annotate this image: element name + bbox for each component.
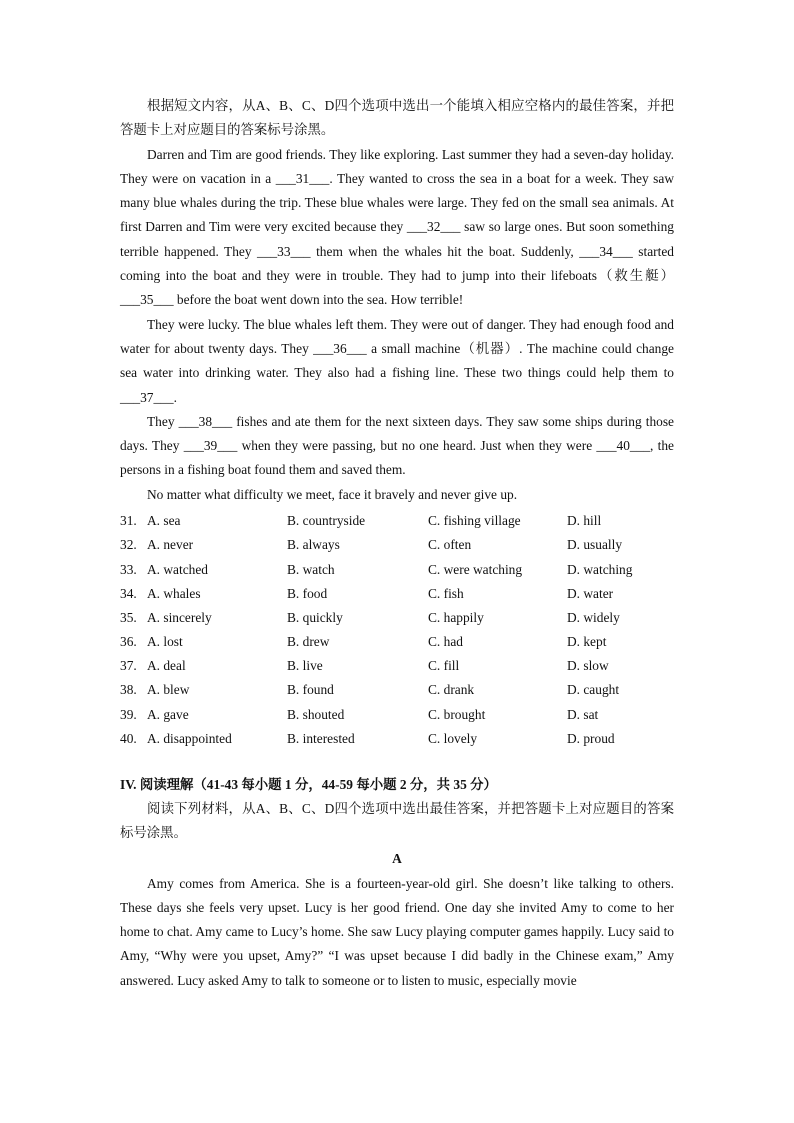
option-d: D. slow	[567, 658, 609, 674]
cloze-paragraph-3: They ___38___ fishes and ate them for the next sixteen days. They saw some ships during those days. They ___39___ when they were passing, but no one heard. Just when they were ___40___, the persons in a fishing boat found them and saved them.	[120, 413, 674, 478]
option-a: A. whales	[147, 585, 201, 601]
question-number: 34.	[120, 585, 137, 601]
question-number: 33.	[120, 561, 137, 577]
option-b: B. interested	[287, 730, 355, 746]
option-b: B. drew	[287, 634, 330, 650]
option-b: B. quickly	[287, 609, 343, 625]
cloze-instruction: 根据短文内容，从A、B、C、D四个选项中选出一个能填入相应空格内的最佳答案，并把答题卡上对应题目的答案标号涂黑。	[120, 98, 674, 138]
option-d: D. watching	[567, 561, 633, 577]
question-row-35	[120, 606, 674, 630]
option-a: A. disappointed	[147, 730, 232, 746]
question-row-31	[120, 509, 674, 533]
option-d: D. kept	[567, 634, 607, 650]
cloze-options	[120, 509, 674, 751]
option-d: D. proud	[567, 730, 615, 746]
reading-section-heading: IV. 阅读理解（41-43 每小题 1 分，44-59 每小题 2 分，共 35 分）	[120, 776, 497, 792]
option-c: C. often	[428, 537, 472, 553]
cloze-paragraph-4: No matter what difficulty we meet, face it bravely and never give up.	[147, 486, 518, 502]
passage-text: Amy comes from America. She is a fourteen-year-old girl. She doesn’t like talking to others. These days she feels very upset. Lucy is her good friend. One day she invited Amy to come to her home to chat. Amy came to Lucy’s home. She saw Lucy playing computer games happily. Lucy said to Amy, “Why were you upset, Amy?” “I was upset because I did badly in the Chinese exam,” Amy answered. Lucy asked Amy to talk to someone or to listen to music, especially movie	[120, 875, 674, 988]
option-d: D. water	[567, 585, 614, 601]
option-a: A. sea	[147, 513, 181, 529]
option-c: C. fishing village	[428, 513, 521, 529]
option-a: A. deal	[147, 658, 186, 674]
option-c: C. were watching	[428, 561, 523, 577]
option-c: C. happily	[428, 609, 484, 625]
question-row-34	[120, 582, 674, 606]
option-a: A. sincerely	[147, 609, 212, 625]
question-number: 38.	[120, 682, 137, 698]
option-b: B. found	[287, 682, 334, 698]
question-number: 40.	[120, 730, 137, 746]
option-c: C. fish	[428, 585, 464, 601]
page-content	[120, 94, 674, 993]
option-d: D. hill	[567, 513, 602, 529]
question-row-37	[120, 654, 674, 678]
option-b: B. food	[287, 585, 328, 601]
cloze-paragraph-2: They were lucky. The blue whales left them. They were out of danger. They had enough food and water for about twenty days. They ___36___ a small machine（机器）. The machine could change sea water into drinking water. They also had a fishing line. These two things could help them to ___37___.	[120, 316, 674, 405]
question-number: 36.	[120, 634, 137, 650]
option-b: B. watch	[287, 561, 335, 577]
question-number: 37.	[120, 658, 137, 674]
option-a: A. never	[147, 537, 194, 553]
question-number: 31.	[120, 513, 137, 529]
option-d: D. widely	[567, 609, 620, 625]
option-a: A. watched	[147, 561, 208, 577]
option-a: A. blew	[147, 682, 190, 698]
question-row-36	[120, 630, 674, 654]
option-d: D. usually	[567, 537, 623, 553]
option-c: C. drank	[428, 682, 475, 698]
option-b: B. shouted	[287, 706, 345, 722]
option-d: D. sat	[567, 706, 599, 722]
option-c: C. fill	[428, 658, 460, 674]
question-row-32	[120, 533, 674, 557]
question-number: 32.	[120, 537, 137, 553]
cloze-paragraph-1: Darren and Tim are good friends. They like exploring. Last summer they had a seven-day holiday. They were on vacation in a ___31___. They wanted to cross the sea in a boat for a week. They saw many blue whales during the trip. These blue whales were large. They fed on the small sea animals. At first Darren and Tim were very excited because they ___32___ saw so large ones. But soon something terrible happened. They ___33___ them when the whales hit the boat. Suddenly, ___34___ started coming into the boat and they were in trouble. They had to jump into their lifeboats（救生艇）___35___ before the boat went down into the sea. How terrible!	[120, 146, 674, 308]
question-number: 35.	[120, 609, 137, 625]
option-a: A. lost	[147, 634, 183, 650]
option-b: B. always	[287, 537, 340, 553]
question-row-40	[120, 727, 674, 751]
question-row-33	[120, 557, 674, 581]
option-a: A. gave	[147, 706, 189, 722]
question-row-38	[120, 678, 674, 702]
option-b: B. live	[287, 658, 323, 674]
option-c: C. lovely	[428, 730, 478, 746]
reading-instruction: 阅读下列材料，从A、B、C、D四个选项中选出最佳答案，并把答题卡上对应题目的答案标号涂黑。	[120, 800, 674, 841]
passage-label: A	[392, 850, 402, 866]
question-number: 39.	[120, 706, 137, 722]
question-row-39	[120, 703, 674, 727]
option-c: C. had	[428, 634, 463, 650]
option-d: D. caught	[567, 682, 620, 698]
option-b: B. countryside	[287, 513, 366, 529]
option-c: C. brought	[428, 706, 486, 722]
